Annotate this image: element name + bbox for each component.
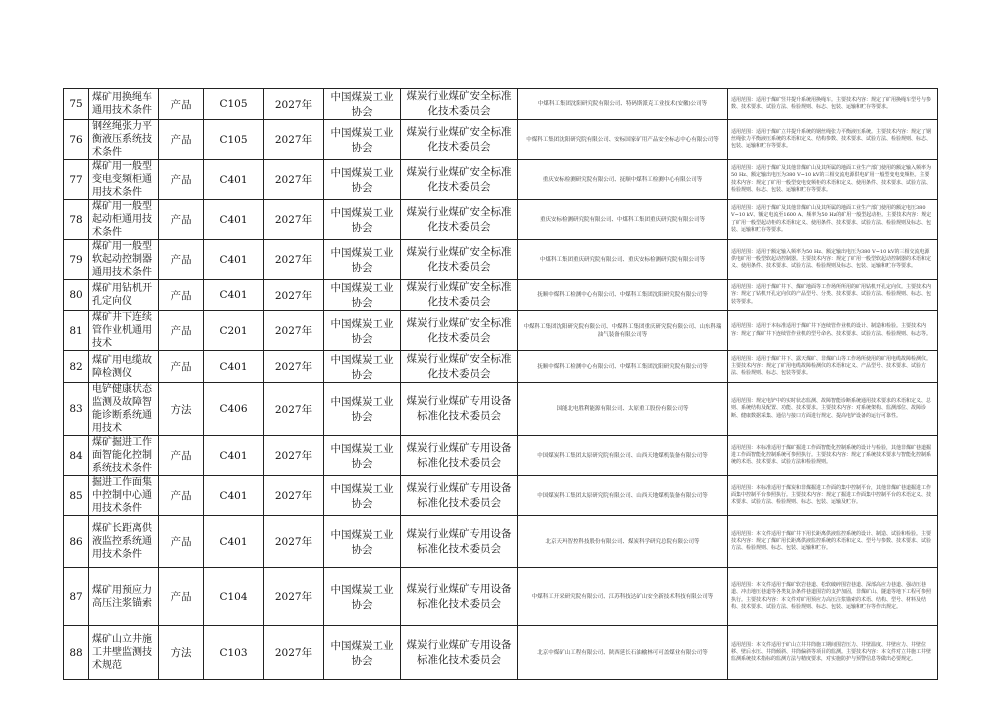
scope-and-content: 适用范围：适用于煤矿及其他非煤矿山及其所属的地面工业生产部门使用的额定输入频率为50 Hz、额定输出电压为380 V~10 kV的三相交流电源供电矿用一般型变电变频柜。主要技术内容：规定了矿用一般型变电变频柜的术语和定义、使用条件、技术要求、试验方法、检验规则、标志、包装、运输和贮存等要求。: [728, 160, 938, 200]
completion-year: 2027年: [264, 436, 324, 476]
completion-year: 2027年: [264, 351, 324, 383]
standard-type: 产品: [159, 280, 204, 311]
completion-year: 2027年: [264, 311, 324, 351]
drafting-orgs: 中国煤炭科工集团太原研究院有限公司、山西天地煤机装备有限公司等: [518, 436, 728, 476]
scope-and-content: 适用范围：本文件适用于煤矿井下用长距离供液监控系统的设计、制造、试验和检验。主要技术内容：规定了煤矿用长距离供液监控系统的术语和定义、型号与参数、技术要求、试验方法、检验规则、标志、包装、运输和贮存。: [728, 516, 938, 568]
drafting-orgs: 中煤科工集团重庆研究院有限公司、重庆安标检测研究院有限公司等: [518, 240, 728, 280]
scope-and-content: 适用范围：适用于本标准适用于煤矿井下连续管作业机的设计、制造和检验。主要技术内容：规定了煤矿井下连续管作业机的型号命名、技术要求、试验方法、检验规则、标志等。: [728, 311, 938, 351]
drafting-orgs: 重庆安标检测研究院有限公司、抚顺中煤科工检测中心有限公司等: [518, 160, 728, 200]
category-code: C401: [204, 516, 264, 568]
standard-name: 煤矿用换绳车通用技术条件: [89, 89, 159, 120]
drafting-orgs: 中煤科工集团沈阳研究院有限公司、中煤科工集团重庆研究院有限公司、山东科瑞油气装备有限公司等: [518, 311, 728, 351]
committee: 煤炭行业煤矿安全标准化技术委员会: [401, 89, 518, 120]
table-row: [64, 89, 938, 120]
managing-unit: 中国煤炭工业协会: [324, 436, 401, 476]
completion-year: 2027年: [264, 476, 324, 516]
scope-and-content: 适用范围：适用于煤矿竖井提升系统用换绳车。主要技术内容：规定了矿用换绳车型号与参数、技术要求、试验方法、检验规则、标志、包装、运输和贮存等要求。: [728, 89, 938, 120]
managing-unit: 中国煤炭工业协会: [324, 311, 401, 351]
drafting-orgs: 重庆安标检测研究院有限公司、中煤科工集团重庆研究院有限公司等: [518, 200, 728, 240]
category-code: C104: [204, 568, 264, 626]
scope-and-content: 适用范围：适用于煤矿井下、煤矿地面等工作场所所用的矿用钻机开孔定向仪。主要技术内容：规定了钻机开孔定向仪的产品型号、分类、技术要求、试验方法、检验规则、标志、包装等要求。: [728, 280, 938, 311]
completion-year: 2027年: [264, 89, 324, 120]
managing-unit: 中国煤炭工业协会: [324, 516, 401, 568]
row-number: 84: [64, 436, 89, 476]
drafting-orgs: 北京中煤矿山工程有限公司、陕西延长石油榆林可可盖煤业有限公司等: [518, 626, 728, 680]
managing-unit: 中国煤炭工业协会: [324, 626, 401, 680]
committee: 煤炭行业煤矿专用设备标准化技术委员会: [401, 516, 518, 568]
drafting-orgs: 中煤科工集团沈阳研究院有限公司、安标国家矿用产品安全标志中心有限公司等: [518, 120, 728, 160]
committee: 煤炭行业煤矿专用设备标准化技术委员会: [401, 383, 518, 436]
row-number: 82: [64, 351, 89, 383]
standard-type: 产品: [159, 476, 204, 516]
managing-unit: 中国煤炭工业协会: [324, 200, 401, 240]
scope-and-content: 适用范围：本文件适用于煤矿软岩巷道、松软破碎围岩巷道、深部高应力巷道、强动压巷道、冲击地压巷道等各类复杂条件巷道围岩的支护加固，非煤矿山、隧道等地下工程可参照执行。主要技术内容：本文件对矿用预应力高压注浆锚索的术语、结构、型号、材料及结构、技术要求、试验方法、检验规则、标志、包装、运输和贮存等作出规定。: [728, 568, 938, 626]
standard-name: 掘进工作面集中控制中心通用技术条件: [89, 476, 159, 516]
standard-type: 产品: [159, 160, 204, 200]
standard-type: 产品: [159, 351, 204, 383]
drafting-orgs: 北京天玛智控科技股份有限公司、煤炭科学研究总院有限公司等: [518, 516, 728, 568]
managing-unit: 中国煤炭工业协会: [324, 160, 401, 200]
scope-and-content: 适用范围：本标准适用于煤矿掘进工作面智能化控制系统的设计与检验，其他非煤矿巷道掘进工作面智能化控制系统可参照执行。主要技术内容：规定了系统技术要求与智能化控制系统的术语、技术要求、试验方法和检验规则。: [728, 436, 938, 476]
row-number: 78: [64, 200, 89, 240]
scope-and-content: 适用范围：规定电铲中的实时状态监测、故障智能诊断系统通用技术要求的术语和定义、总则、系统结构及配置、功能、技术要求。主要技术内容：对系统架构、监测部位、故障诊断、健康数据采集、通信与接口方面进行规定、提高电铲设备的运行可靠性。: [728, 383, 938, 436]
row-number: 86: [64, 516, 89, 568]
standard-type: 产品: [159, 240, 204, 280]
committee: 煤炭行业煤矿安全标准化技术委员会: [401, 120, 518, 160]
completion-year: 2027年: [264, 280, 324, 311]
completion-year: 2027年: [264, 120, 324, 160]
table-row: [64, 568, 938, 626]
completion-year: 2027年: [264, 240, 324, 280]
category-code: C105: [204, 120, 264, 160]
row-number: 87: [64, 568, 89, 626]
drafting-orgs: 国能北电胜利能源有限公司、太原重工股份有限公司等: [518, 383, 728, 436]
standard-type: 方法: [159, 626, 204, 680]
committee: 煤炭行业煤矿专用设备标准化技术委员会: [401, 568, 518, 626]
standard-type: 产品: [159, 436, 204, 476]
standard-name: 煤矿井下连续管作业机通用技术: [89, 311, 159, 351]
completion-year: 2027年: [264, 160, 324, 200]
row-number: 75: [64, 89, 89, 120]
category-code: C401: [204, 351, 264, 383]
table-row: [64, 436, 938, 476]
table-row: [64, 626, 938, 680]
scope-and-content: 适用范围：适用于煤矿立井提升系统的钢丝绳张力平衡液压系统。主要技术内容：规定了钢丝绳张力平衡液压系统的术语和定义、结构参数、技术要求、试验方法、检验规则、标志、包装、运输和贮存等要求。: [728, 120, 938, 160]
standard-name: 煤矿用一般型软起动控制器通用技术条件: [89, 240, 159, 280]
table-row: [64, 120, 938, 160]
standard-type: 产品: [159, 120, 204, 160]
committee: 煤炭行业煤矿专用设备标准化技术委员会: [401, 436, 518, 476]
category-code: C201: [204, 311, 264, 351]
committee: 煤炭行业煤矿安全标准化技术委员会: [401, 240, 518, 280]
row-number: 80: [64, 280, 89, 311]
standard-type: 产品: [159, 89, 204, 120]
category-code: C401: [204, 436, 264, 476]
scope-and-content: 适用范围：本标准适用于煤炭和非煤掘进工作面的集中控制平台，其他非煤矿巷道掘进工作面集中控制平台参照执行。主要技术内容：规定了掘进工作面集中控制平台的术语定义、技术要求、试验方法、检验规则、标志、包装、运输及贮存。: [728, 476, 938, 516]
standard-name: 煤矿用一般型变电变频柜通用技术条件: [89, 160, 159, 200]
standard-name: 煤矿长距离供液监控系统通用技术条件: [89, 516, 159, 568]
table-row: [64, 200, 938, 240]
completion-year: 2027年: [264, 200, 324, 240]
category-code: C406: [204, 383, 264, 436]
managing-unit: 中国煤炭工业协会: [324, 568, 401, 626]
row-number: 83: [64, 383, 89, 436]
standard-type: 产品: [159, 311, 204, 351]
standard-type: 产品: [159, 568, 204, 626]
completion-year: 2027年: [264, 568, 324, 626]
standard-name: 煤矿用钻机开孔定向仪: [89, 280, 159, 311]
committee: 煤炭行业煤矿专用设备标准化技术委员会: [401, 476, 518, 516]
standard-name: 钢丝绳张力平衡液压系统技术条件: [89, 120, 159, 160]
table-row: [64, 280, 938, 311]
committee: 煤炭行业煤矿安全标准化技术委员会: [401, 160, 518, 200]
drafting-orgs: 中煤科工集团沈阳研究院有限公司、特码斯派克工业技术(安徽)公司等: [518, 89, 728, 120]
row-number: 79: [64, 240, 89, 280]
committee: 煤炭行业煤矿安全标准化技术委员会: [401, 280, 518, 311]
table-row: [64, 516, 938, 568]
committee: 煤炭行业煤矿安全标准化技术委员会: [401, 200, 518, 240]
managing-unit: 中国煤炭工业协会: [324, 383, 401, 436]
standard-name: 煤矿掘进工作面智能化控制系统技术条件: [89, 436, 159, 476]
standard-type: 方法: [159, 383, 204, 436]
standard-name: 电铲健康状态监测及故障智能诊断系统通用技术: [89, 383, 159, 436]
standard-name: 煤矿用电缆故障检测仪: [89, 351, 159, 383]
completion-year: 2027年: [264, 516, 324, 568]
table-row: [64, 160, 938, 200]
table-row: [64, 311, 938, 351]
scope-and-content: 适用范围：适用于煤矿井下、露天煤矿、非煤矿山等工作场所使用的矿用电缆故障检测仪。主要技术内容：规定了矿用电缆故障检测仪的术语和定义、产品型号、技术要求、试验方法、检验规则、标志、包装等要求。: [728, 351, 938, 383]
managing-unit: 中国煤炭工业协会: [324, 280, 401, 311]
drafting-orgs: 中国煤炭科工集团太原研究院有限公司、山西天地煤机装备有限公司等: [518, 476, 728, 516]
managing-unit: 中国煤炭工业协会: [324, 476, 401, 516]
committee: 煤炭行业煤矿安全标准化技术委员会: [401, 351, 518, 383]
standard-type: 产品: [159, 200, 204, 240]
drafting-orgs: 抚顺中煤科工检测中心有限公司、中煤科工集团沈阳研究院有限公司等: [518, 351, 728, 383]
committee: 煤炭行业煤矿专用设备标准化技术委员会: [401, 626, 518, 680]
managing-unit: 中国煤炭工业协会: [324, 120, 401, 160]
standard-name: 煤矿用预应力高压注浆锚索: [89, 568, 159, 626]
completion-year: 2027年: [264, 383, 324, 436]
category-code: C401: [204, 280, 264, 311]
row-number: 88: [64, 626, 89, 680]
row-number: 77: [64, 160, 89, 200]
row-number: 81: [64, 311, 89, 351]
category-code: C401: [204, 160, 264, 200]
category-code: C105: [204, 89, 264, 120]
completion-year: 2027年: [264, 626, 324, 680]
standard-name: 煤矿用一般型起动柜通用技术条件: [89, 200, 159, 240]
drafting-orgs: 抚顺中煤科工检测中心有限公司、中煤科工集团沈阳研究院有限公司等: [518, 280, 728, 311]
table-row: [64, 476, 938, 516]
committee: 煤炭行业煤矿安全标准化技术委员会: [401, 311, 518, 351]
standards-table: [63, 88, 938, 680]
scope-and-content: 适用范围：本文件适用于矿山立井井筒施工期间围岩压力、井壁温度、井壁应力、井壁位移、壁后水压、井筒倾斜、井筒偏斜等项目的监测。主要技术内容：本文件对立井施工井壁监测系统技术指标的监测方法与精度要求，对实施防护与预警信息等做出必要规定。: [728, 626, 938, 680]
table-row: [64, 240, 938, 280]
standard-type: 产品: [159, 516, 204, 568]
table-row: [64, 383, 938, 436]
scope-and-content: 适用范围：适用于额定输入频率为50 Hz、额定输出电压为380 V~10 kV的三相交流电源供电矿用一般型软起动控制器。主要技术内容：规定了矿用一般型软起动控制器的术语和定义、使用条件、技术要求、试验方法、检验规则及标志、包装、运输和贮存等要求。: [728, 240, 938, 280]
row-number: 85: [64, 476, 89, 516]
drafting-orgs: 中煤科工开采研究院有限公司、江苏科技达矿山安全新技术科技有限公司等: [518, 568, 728, 626]
managing-unit: 中国煤炭工业协会: [324, 240, 401, 280]
category-code: C401: [204, 240, 264, 280]
category-code: C103: [204, 626, 264, 680]
scope-and-content: 适用范围：适用于煤矿及其他非煤矿山及其所属的地面工业生产部门使用的额定电压380 V~10 kV、额定电流至1600 A、频率为50 Hz的矿用一般型起动柜。主要技术内容：规定了矿用一般型起动柜的术语和定义、使用条件、技术要求、试验方法、检验规则及标志、包装、运输和贮存等要求。: [728, 200, 938, 240]
standard-name: 煤矿山立井施工井壁监测技术规范: [89, 626, 159, 680]
category-code: C401: [204, 200, 264, 240]
table-row: [64, 351, 938, 383]
managing-unit: 中国煤炭工业协会: [324, 351, 401, 383]
category-code: C401: [204, 476, 264, 516]
managing-unit: 中国煤炭工业协会: [324, 89, 401, 120]
row-number: 76: [64, 120, 89, 160]
